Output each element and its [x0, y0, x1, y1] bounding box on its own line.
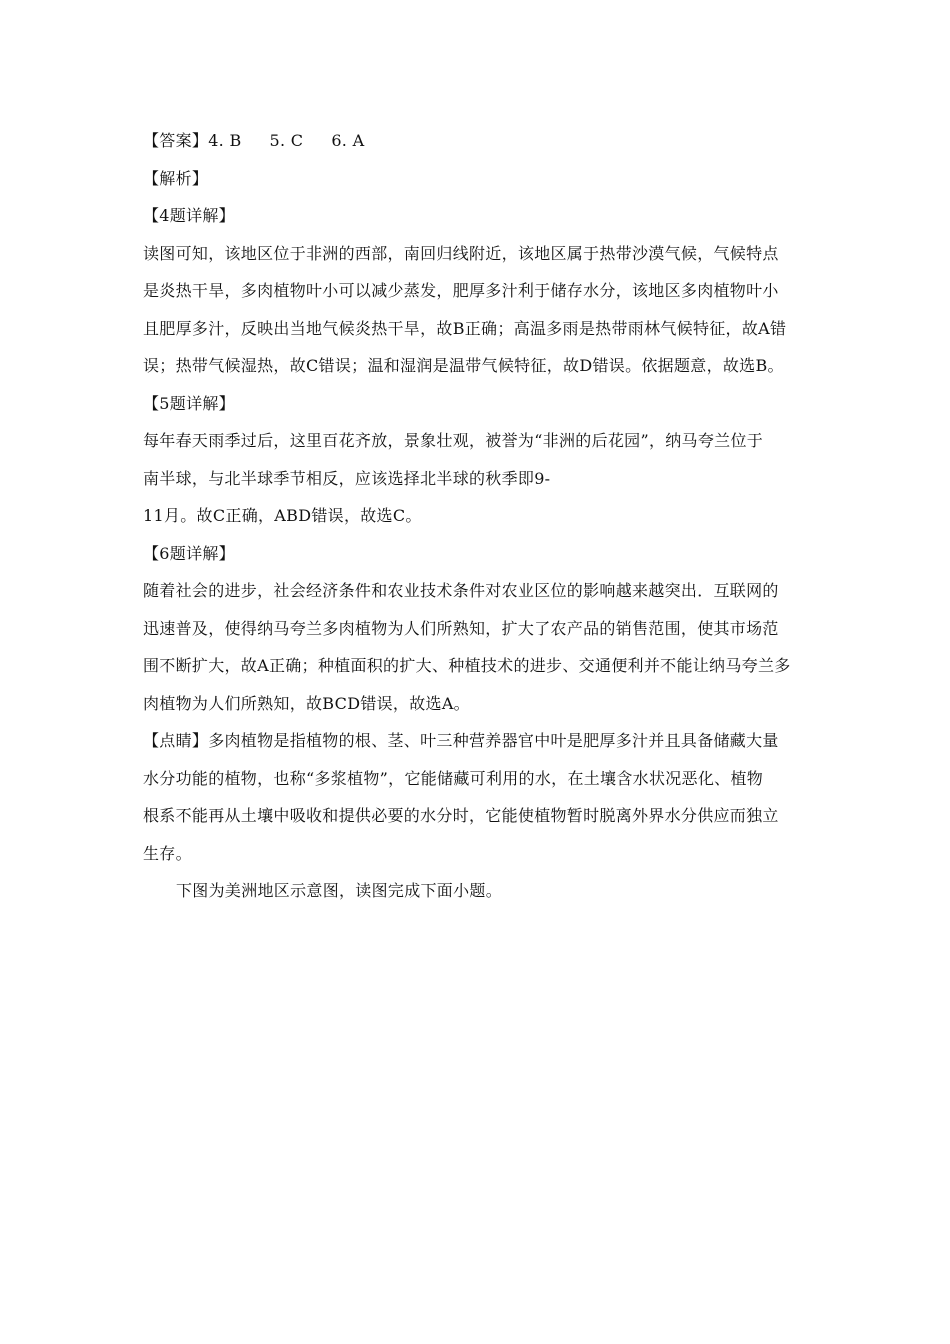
next-question-intro: 下图为美洲地区示意图，读图完成下面小题。	[176, 881, 503, 900]
q4-line: 误；热带气候湿热，故C错误；温和湿润是温带气候特征，故D错误。依据题意，故选B。	[143, 356, 784, 375]
q6-line: 随着社会的进步，社会经济条件和农业技术条件对农业区位的影响越来越突出．互联网的	[143, 581, 779, 600]
q6-heading: 【6题详解】	[143, 543, 235, 563]
answer-item-6: 6. A	[331, 131, 365, 150]
q5-heading: 【5题详解】	[143, 393, 235, 413]
q6-explanation	[143, 572, 808, 722]
q4-line: 是炎热干旱，多肉植物叶小可以减少蒸发，肥厚多汁利于储存水分，该地区多肉植物叶小	[143, 281, 779, 300]
answer-label: 【答案】	[143, 131, 209, 150]
q4-heading: 【4题详解】	[143, 206, 235, 225]
document-body	[143, 122, 808, 910]
q4-line: 读图可知，该地区位于非洲的西部，南回归线附近，该地区属于热带沙漠气候，气候特点	[143, 243, 779, 263]
tip-line: 水分功能的植物，也称“多浆植物”，它能储藏可利用的水，在土壤含水状况恶化、植物	[143, 768, 764, 788]
q5-line: 南半球，与北半球季节相反，应该选择北半球的秋季即9-	[143, 468, 551, 488]
tip-line: 根系不能再从土壤中吸收和提供必要的水分时，它能使植物暂时脱离外界水分供应而独立	[143, 806, 779, 825]
answer-line	[143, 122, 808, 160]
answer-item-5: 5. C	[269, 131, 304, 150]
analysis-label: 【解析】	[143, 168, 209, 188]
tip-line: 生存。	[143, 843, 192, 863]
q4-explanation	[143, 235, 808, 385]
q5-line: 每年春天雨季过后，这里百花齐放，景象壮观，被誉为“非洲的后花园”，纳马夸兰位于	[143, 431, 764, 450]
q6-line: 围不断扩大，故A正确；种植面积的扩大、种植技术的进步、交通便利并不能让纳马夸兰多	[143, 656, 791, 675]
q5-line: 11月。故C正确，ABD错误，故选C。	[143, 506, 422, 525]
q6-line: 迅速普及，使得纳马夸兰多肉植物为人们所熟知，扩大了农产品的销售范围，使其市场范	[143, 618, 779, 638]
answer-item-4: 4. B	[208, 131, 242, 150]
q5-explanation	[143, 422, 808, 535]
tip-section	[143, 722, 808, 872]
q4-line: 且肥厚多汁，反映出当地气候炎热干旱，故B正确；高温多雨是热带雨林气候特征，故A错	[143, 318, 787, 338]
q6-line: 肉植物为人们所熟知，故BCD错误，故选A。	[143, 693, 470, 713]
tip-line: 【点睛】多肉植物是指植物的根、茎、叶三种营养器官中叶是肥厚多汁并且具备储藏大量	[143, 731, 779, 750]
